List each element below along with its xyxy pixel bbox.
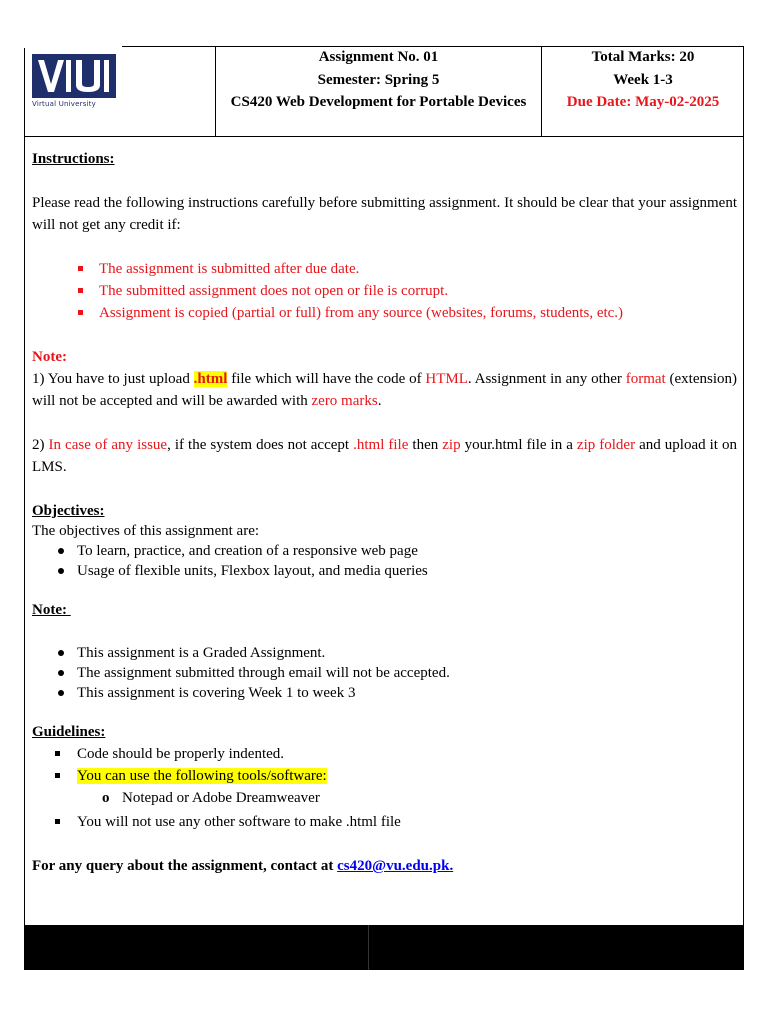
instructions-list xyxy=(32,258,737,324)
contact-email-link[interactable]: cs420@vu.edu.pk. xyxy=(337,858,454,874)
note2-heading: Note: xyxy=(32,602,71,618)
logo-cell xyxy=(24,46,216,136)
logo-caption: Virtual University xyxy=(32,100,97,108)
sub-list-item: o Notepad or Adobe Dreamweaver xyxy=(102,790,320,806)
objectives-list xyxy=(32,541,737,581)
instructions-heading: Instructions: xyxy=(32,151,115,167)
total-marks: Total Marks: 20 xyxy=(591,49,695,65)
footer-left-cell xyxy=(24,925,369,970)
assignment-info-cell xyxy=(216,46,542,136)
note-paragraph-1: 1) You have to just upload .html file which will have the code of HTML. Assignment in any other format (extension) will not be accepted and will be awarded with zero marks. xyxy=(32,371,737,409)
note-paragraph-2: 2) In case of any issue, if the system does not accept .html file then zip your.html file in a zip folder and upload it on LMS. xyxy=(32,437,737,475)
course-title: CS420 Web Development for Portable Devices xyxy=(230,94,527,110)
list-item: Assignment is copied (partial or full) from any source (websites, forums, students, etc.) xyxy=(32,302,737,324)
list-item: This assignment is a Graded Assignment. xyxy=(32,643,737,663)
marks-cell xyxy=(542,46,744,136)
guidelines-list xyxy=(32,743,737,787)
list-item: The assignment submitted through email will not be accepted. xyxy=(32,663,737,683)
list-item: You will not use any other software to make .html file xyxy=(32,811,737,833)
note-heading: Note: xyxy=(32,349,67,365)
list-item: Code should be properly indented. xyxy=(32,743,737,765)
header-table xyxy=(24,46,744,137)
list-item: To learn, practice, and creation of a responsive web page xyxy=(32,541,737,561)
contact-line: For any query about the assignment, contact at cs420@vu.edu.pk. xyxy=(32,858,454,874)
due-date: Due Date: May-02-2025 xyxy=(566,94,720,110)
list-item: The assignment is submitted after due date. xyxy=(32,258,737,280)
list-item: You can use the following tools/software: xyxy=(32,765,737,787)
document-body xyxy=(32,148,737,877)
list-item: Usage of flexible units, Flexbox layout, and media queries xyxy=(32,561,737,581)
objectives-heading: Objectives: xyxy=(32,503,105,519)
semester: Semester: Spring 5 xyxy=(317,71,440,88)
week-range: Week 1-3 xyxy=(613,71,673,88)
footer-bar xyxy=(24,925,744,970)
guidelines-heading: Guidelines: xyxy=(32,724,106,740)
assignment-number: Assignment No. 01 xyxy=(318,49,439,65)
vu-logo xyxy=(32,54,116,98)
footer-right-cell xyxy=(369,925,744,970)
list-item: The submitted assignment does not open or file is corrupt. xyxy=(32,280,737,302)
list-item: This assignment is covering Week 1 to week 3 xyxy=(32,683,737,703)
note2-list xyxy=(32,643,737,703)
instructions-intro: Please read the following instructions carefully before submitting assignment. It should be clear that your assignment will not get any credit if: xyxy=(32,195,737,233)
guidelines-list-continued xyxy=(32,811,737,833)
objectives-intro: The objectives of this assignment are: xyxy=(32,523,260,539)
